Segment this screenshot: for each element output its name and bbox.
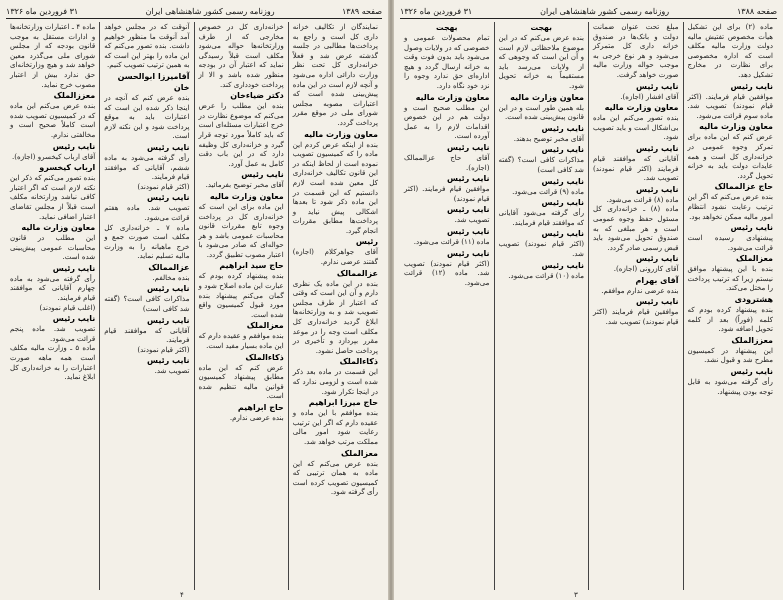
speaker-name: معاون وزارت مالیه bbox=[510, 92, 584, 102]
speaker-name: معاون وزارت مالیه bbox=[21, 223, 96, 233]
paragraph: رأی گرفته می‌شود آقایانی که موافقند قیام فرمایند. bbox=[498, 208, 584, 227]
right-footer-page-number: ۳ bbox=[574, 591, 578, 599]
right-paper-title: روزنامه رسمی کشور شاهنشاهی ایران bbox=[540, 6, 670, 16]
speaker-name: نایب رئیس bbox=[636, 81, 679, 91]
speaker-name: معززالملک bbox=[731, 335, 773, 345]
speaker-name: معاون وزارت مالیه bbox=[304, 129, 378, 139]
paragraph: آقای مخبر توضیح بفرمائید. bbox=[205, 180, 284, 190]
paragraph: رأی گرفته می‌شود به ماده ششم، آقایانی که موافقند قیام فرمایند. bbox=[104, 152, 190, 182]
speaker-name: نایب رئیس bbox=[52, 141, 96, 151]
paragraph: مبلغ تحت عنوان ضمانت دولت و بانک‌ها در صندوق خزانه داری کل متمرکز می‌شود و هر نوع خرجی به موجب حواله وزارت مالیه صورت خواهد گرفت. bbox=[593, 22, 679, 79]
left-header-date: ۳۱ فروردین ماه ۱۳۲۶ bbox=[6, 6, 79, 16]
paragraph: ماده (۸) ـ خزانه‌داری کل مسئول حفظ وجوه عمومی است و هر مبلغی که به صندوق تحویل می‌شود باید قبض رسمی صادر گردد. bbox=[593, 204, 679, 252]
speaker-name: نایب رئیس bbox=[147, 284, 190, 294]
speaker-name: نایب رئیس bbox=[541, 176, 584, 186]
paragraph: موافقین قیام فرمایند. (اکثر قیام نمودند) bbox=[404, 184, 490, 203]
speaker-name: ارباب کیخسرو bbox=[39, 163, 96, 173]
paragraph: این قسمت در ماده بعد ذکر شده است و لزومی ندارد که در اینجا تکرار شود. bbox=[292, 367, 378, 396]
paragraph: بنده عرض می‌کنم که اگر این ترتیب رعایت نشود انتظام امور مالیه ممکن نخواهد بود. bbox=[687, 192, 773, 221]
paragraph: بنده این مطلب را عرض می‌کنم که موضوع نظارت در خرج اعتبارات مسئله‌ای است که باید کاملاً مورد توجه قرار گیرد و خزانه‌داری کل وظیفه دارد که در این باب دقت کامل به عمل آورد. bbox=[198, 101, 284, 168]
right-columns bbox=[400, 22, 777, 590]
speaker-name: نایب رئیس bbox=[636, 143, 679, 153]
speaker-name: حاج سید ابراهیم bbox=[219, 261, 284, 271]
speaker-name: نایب رئیس bbox=[447, 205, 490, 215]
paragraph: تصویب شد. ماده هفتم قرائت می‌شود. bbox=[104, 203, 190, 222]
speaker-name: رئیس bbox=[355, 237, 378, 247]
paragraph: بنده عرض می‌کنم که در این موضوع ملاحظاتی لازم است و آن این است که وجوهی که از ولایات می‌رسد باید مستقیماً به خزانه تحویل شود. bbox=[498, 33, 584, 90]
paragraph: بنده در این ماده یک نظری دارم و آن این است که وقتی که اعتبار از طرف مجلس تصویب شد و به وزارتخانه‌ها ابلاغ گردید خزانه‌داری کل مکلف است وجه را در موعد مقرر بپردازد و تأخیری در پرداخت حاصل نشود. bbox=[292, 278, 378, 355]
paragraph: ماده ۴ ـ اعتبارات وزارتخانه‌ها و ادارات مستقل به موجب قانون بودجه که از مجلس شورای ملی می‌گذرد معین خواهد شد و هیچ وزارتخانه‌ای حق ندارد بیش از اعتبار مصوب خرج نماید. bbox=[10, 22, 96, 89]
speaker-name: دکتر ضیاءخان bbox=[230, 91, 284, 101]
paragraph: آقای ارباب کیخسرو (اجازه). bbox=[11, 151, 96, 161]
speaker-name: نایب رئیس bbox=[730, 81, 773, 91]
paragraph: بنده تصور می‌کنم که ذکر این نکته لازم است که اگر اعتبار کافی نباشد وزارتخانه مکلف است قبلاً از مجلس تقاضای اعتبار اضافی نماید. bbox=[10, 173, 96, 221]
paragraph: عرض کنم که این ماده برای تمرکز وجوه عمومی در خزانه‌داری کل است و همه عایدات دولت باید به خزانه تحویل گردد. bbox=[687, 132, 773, 180]
speaker-name: نایب رئیس bbox=[636, 184, 679, 194]
right-page-number-label: صفحه ۱۳۸۸ bbox=[736, 6, 777, 16]
left-page bbox=[0, 0, 388, 600]
left-paper-title: روزنامه رسمی کشور شاهنشاهی ایران bbox=[145, 6, 275, 16]
speaker-name: نایب رئیس bbox=[447, 174, 490, 184]
left-columns bbox=[6, 22, 382, 590]
paragraph: نمایندگان از تکالیف خزانه داری کل است و راجع به پرداخت‌ها مطالبی در جلسه گذشته عرض شد و فعلاً خزانه‌داری کل تحت نظر وزارت دارائی اداره می‌شود و آنچه لازم است در این ماده پیش‌بینی شده است که اعتبارات مصوبه مجلس شورای ملی در موقع مقرر پرداخت گردد. bbox=[292, 22, 378, 127]
paragraph: مذاکرات کافی است؟ (گفته شد کافی است) bbox=[104, 294, 190, 314]
speaker-name: نایب رئیس bbox=[241, 170, 284, 180]
speaker-name: نایب رئیس bbox=[52, 263, 96, 273]
section-subhead: بهجت bbox=[530, 23, 552, 32]
speaker-name: آقای بهرام bbox=[635, 275, 679, 285]
speaker-name: معاون وزارت مالیه bbox=[604, 103, 679, 113]
paragraph: این پیشنهاد در کمیسیون مطرح شد و قبول نشد. bbox=[687, 345, 773, 365]
paragraph: آنوقت که در مجلس خواهد آمد آنوقت ما منظور خواهیم داشت. بنده تصور می‌کنم که این ماده را بهتر این است که به همین ترتیب تصویب کنیم. bbox=[104, 22, 190, 70]
speaker-name: نایب رئیس bbox=[541, 260, 584, 270]
paragraph: آقای حاج عزالممالک (اجازه). bbox=[404, 152, 490, 172]
right-column-4 bbox=[400, 22, 494, 590]
left-column-2 bbox=[194, 22, 288, 590]
paragraph: مذاکرات کافی است؟ (گفته شد کافی است) bbox=[498, 155, 584, 174]
paragraph: تصویب شد. bbox=[454, 215, 490, 225]
paragraph: بنده عرضی ندارم موافقم. bbox=[601, 285, 679, 295]
paragraph: تصویب شد. bbox=[154, 366, 190, 376]
paragraph: بنده عرض می‌کنم که این ماده به همان ترتیبی که کمیسیون تصویب کرده است رأی گرفته شود. bbox=[292, 458, 378, 497]
paragraph: این ماده برای این است که خزانه‌داری کل در پرداخت وجوه تابع مقررات قانون محاسبات عمومی باشد و هر حواله‌ای که صادر می‌شود با اعتبار مصوب تطبیق گردد. bbox=[198, 201, 284, 259]
speaker-name: هشترودی bbox=[734, 295, 773, 305]
speaker-name: عزالممالک bbox=[148, 262, 190, 272]
speaker-name: نایب رئیس bbox=[447, 142, 490, 152]
paragraph: ماده (۹) قرائت می‌شود. bbox=[512, 186, 584, 196]
speaker-name: نایب رئیس bbox=[636, 254, 679, 264]
speaker-name: آقامیرزا ابوالحسن خان bbox=[117, 71, 190, 92]
speaker-name: نایب رئیس bbox=[147, 356, 190, 366]
speaker-name: نایب رئیس bbox=[730, 223, 773, 233]
left-footer-page-number: ۴ bbox=[180, 591, 184, 599]
speaker-name: نایب رئیس bbox=[541, 198, 584, 208]
speaker-name: ذکاءالملک bbox=[245, 352, 284, 362]
paragraph: (اکثر قیام نمودند) bbox=[137, 344, 190, 354]
paragraph: موافقین قیام فرمایند (اکثر قیام نمودند) تصویب شد. bbox=[593, 307, 679, 327]
left-column-3 bbox=[99, 22, 193, 590]
left-column-1 bbox=[288, 22, 382, 590]
paragraph: بله همین طور است و در این قانون پیش‌بینی شده است. bbox=[498, 102, 584, 122]
paragraph: بنده مخالفم. bbox=[152, 272, 190, 282]
speaker-name: معاون وزارت مالیه bbox=[699, 122, 773, 132]
paragraph: تصویب شد. ماده پنجم قرائت می‌شود. bbox=[10, 324, 96, 343]
paragraph: پیشنهادی رسیده است قرائت می‌شود. bbox=[687, 233, 773, 252]
paragraph: بنده عرض می‌کنم این ماده که در کمیسیون تصویب شده است کاملاً صحیح است و مخالفتی ندارم. bbox=[10, 101, 96, 139]
speaker-name: معاون وزارت مالیه bbox=[415, 92, 490, 102]
speaker-name: معزالملک bbox=[246, 321, 284, 331]
paragraph: آقایانی که موافقند قیام فرمایند (اکثر قیام نمودند) تصویب شد. bbox=[593, 153, 679, 183]
paragraph: این مطلب صحیح است و دولت هم در این خصوص اقدامات لازم را به عمل آورده است. bbox=[404, 102, 490, 141]
speaker-name: نایب رئیس bbox=[147, 315, 190, 325]
paragraph: بنده موافقم با این ماده و عقیده دارم که اگر این ترتیب رعایت شود امور مالی مملکت مرتب خواهد شد. bbox=[292, 408, 378, 446]
speaker-name: نایب رئیس bbox=[447, 226, 490, 236]
speaker-name: نایب رئیس bbox=[636, 297, 679, 307]
speaker-name: معزالملک bbox=[340, 448, 378, 458]
paragraph: رأی گرفته می‌شود به قابل توجه بودن پیشنهاد. bbox=[687, 377, 773, 396]
paragraph: رأی گرفته می‌شود به ماده چهارم آقایانی که موافقند قیام فرمایند. bbox=[10, 273, 96, 303]
paragraph: ماده (۸) قرائت می‌شود. bbox=[606, 194, 679, 204]
paragraph: ماده ۷ ـ خزانه‌داری کل مکلف است صورت جمع و خرج ماهیانه را به وزارت مالیه تسلیم نماید. bbox=[104, 222, 190, 261]
paragraph: آقای مخبر توضیح بدهند. bbox=[513, 133, 584, 143]
speaker-name: نایب رئیس bbox=[541, 229, 584, 239]
speaker-name: نایب رئیس bbox=[147, 142, 190, 152]
speaker-name: ذکاءالملک bbox=[339, 357, 378, 367]
right-column-1 bbox=[683, 22, 778, 590]
paragraph: بنده تصور می‌کنم این ماده بی‌اشکال است و باید تصویب شود. bbox=[593, 113, 679, 142]
paragraph: ماده (۱۰) قرائت می‌شود. bbox=[508, 270, 584, 280]
paragraph: بنده عرضی ندارم. bbox=[229, 413, 284, 422]
paragraph: ماده ۵ ـ وزارت مالیه مکلف است همه ماهه صورت اعتبارات را به خزانه‌داری کل ابلاغ نماید. bbox=[10, 343, 96, 382]
right-page-header bbox=[400, 4, 777, 19]
speaker-name: نایب رئیس bbox=[541, 123, 584, 133]
left-page-number-label: صفحه ۱۳۸۹ bbox=[341, 6, 382, 16]
speaker-name: نایب رئیس bbox=[52, 314, 96, 324]
paragraph: عرض کنم که این ماده مطابق پیشنهاد کمیسیون قوانین مالیه تنظیم شده است. bbox=[198, 362, 284, 401]
paragraph: بنده پیشنهاد کرده بودم که کلمه (فوراً) بعد از کلمه تحویل اضافه شود. bbox=[687, 305, 773, 334]
paragraph: (اکثر قیام نمودند) bbox=[137, 181, 190, 191]
paragraph: بنده با این پیشنهاد موافق نیستم زیرا که ترتیب پرداخت را مختل می‌کند. bbox=[687, 264, 773, 293]
speaker-name: معزالملک bbox=[735, 254, 773, 264]
paragraph: بنده از اینکه عرض کردم این ماده را که کمیسیون تصویب نموده است از لحاظ اینکه در این قانون تکالیف خزانه‌داری کل معین شده است لازم دانستیم که این قسمت در این ماده ذکر شود تا بعدها اشکالی پیش نیاید و پرداخت‌ها مطابق مقررات انجام گیرد. bbox=[292, 139, 378, 235]
left-column-4 bbox=[6, 22, 99, 590]
right-column-3 bbox=[494, 22, 589, 590]
paragraph: خزانه‌داری کل در خصوص مخارجی که از طرف وزارتخانه‌ها حواله می‌شود مکلف است قبلاً رسیدگی نماید که اعتبار آن در بودجه منظور شده باشد و الا از پرداخت خودداری کند. bbox=[198, 22, 284, 89]
speaker-name: نایب رئیس bbox=[147, 193, 190, 203]
speaker-name: نایب رئیس bbox=[541, 145, 584, 155]
paragraph: ماده (۱۱) قرائت می‌شود. bbox=[413, 236, 490, 246]
paragraph: آقای افشار (اجازه). bbox=[620, 91, 679, 101]
paragraph: آقای کازرونی (اجازه). bbox=[613, 264, 679, 274]
paragraph: ماده (۲) برای این تشکیل هیأت مخصوص تفتیش مالیه دولت وزارت مالیه مکلف است که اداره مخصوصی برای نظارت در مخارج تشکیل دهد. bbox=[687, 22, 773, 79]
paragraph: (اغلب قیام نمودند) bbox=[39, 302, 96, 312]
speaker-name: عزالممالک bbox=[336, 268, 378, 278]
left-page-header bbox=[6, 4, 382, 19]
speaker-name: نایب رئیس bbox=[447, 248, 490, 258]
right-page bbox=[394, 0, 783, 600]
paragraph: تمام محصولات عمومی و خصوصی که در ولایات وصول می‌شود باید بدون فوت وقت به خزانه ارسال گردد و هیچ اداره‌ای حق ندارد وجوه را نزد خود نگاه دارد. bbox=[404, 33, 490, 90]
paragraph: موافقین قیام فرمایند. (اکثر قیام نمودند) تصویب شد. ماده سوم قرائت می‌شود. bbox=[687, 91, 773, 120]
speaker-name: حاج عزالممالک bbox=[714, 182, 773, 192]
speaker-name: معززالملک bbox=[53, 91, 96, 101]
section-subhead: بهجت bbox=[436, 23, 458, 32]
speaker-name: حاج میرزا ابراهیم bbox=[308, 398, 378, 408]
paragraph: (اکثر قیام نمودند) تصویب شد. bbox=[498, 239, 584, 258]
paragraph: این مطلب در قانون محاسبات عمومی پیش‌بینی شده است. bbox=[10, 233, 96, 262]
paragraph: آقای جواهرکلام (اجازه) گفتند عرضی ندارم. bbox=[292, 247, 378, 267]
speaker-name: حاج ابراهیم bbox=[237, 403, 284, 412]
paragraph: بنده پیشنهاد کرده بودم که عبارت این ماده اصلاح شود و گمان می‌کنم پیشنهاد بنده مورد قبول کمیسیون واقع شده است. bbox=[198, 271, 284, 319]
speaker-name: معاون وزارت مالیه bbox=[209, 191, 284, 201]
paragraph: آقایانی که موافقند قیام فرمایند. bbox=[104, 325, 190, 345]
paragraph: بنده موافقم و عقیده دارم که این ماده بسیار مفید است. bbox=[198, 331, 284, 351]
paragraph: (اکثر قیام نمودند) تصویب شد. ماده (۱۲) قرائت می‌شود. bbox=[404, 258, 490, 287]
right-column-2 bbox=[588, 22, 683, 590]
speaker-name: نایب رئیس bbox=[730, 367, 773, 377]
right-header-date: ۳۱ فروردین ماه ۱۳۲۶ bbox=[400, 6, 473, 16]
paragraph: بنده عرض کنم که آنچه در اینجا ذکر شده این است که اعتبارات باید به موقع پرداخت شود و این نکته لازم است. bbox=[104, 92, 190, 141]
